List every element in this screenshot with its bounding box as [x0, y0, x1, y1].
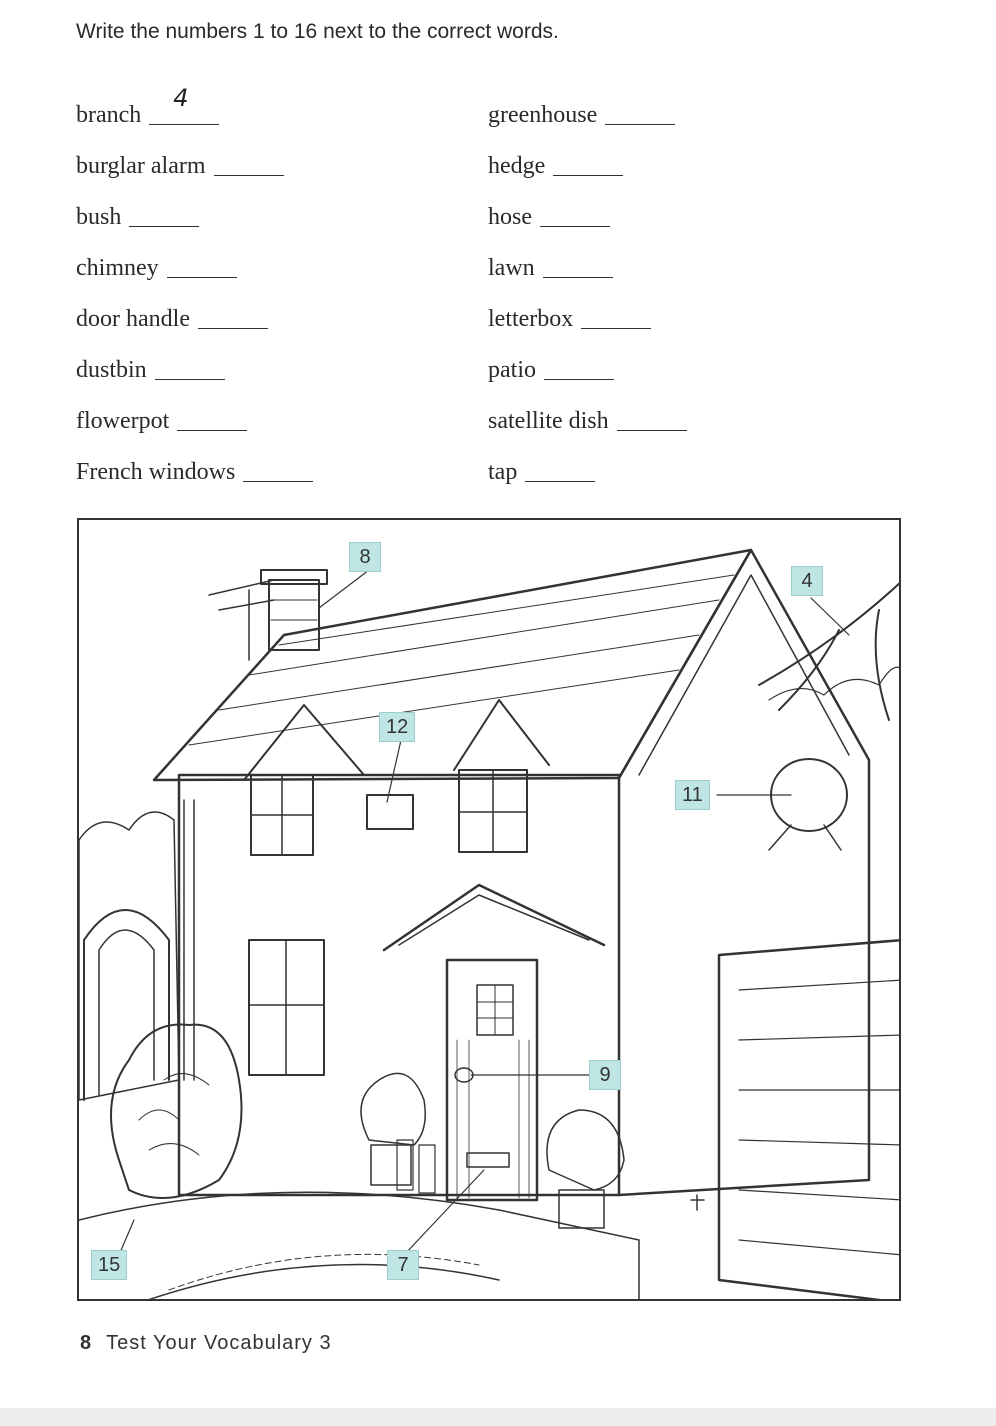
answer-blank[interactable]: [617, 404, 687, 431]
figure-label: 7: [387, 1250, 419, 1280]
word-list-right: [488, 78, 687, 486]
answer-blank[interactable]: [155, 353, 225, 380]
word-label: tap: [488, 459, 518, 485]
answer-blank[interactable]: [543, 251, 613, 278]
word-item: [488, 180, 687, 231]
answer-value: 4: [173, 84, 189, 112]
word-item: [76, 78, 313, 129]
word-item: [76, 231, 313, 282]
page-number: 8: [80, 1332, 93, 1354]
word-label: dustbin: [76, 357, 147, 383]
word-item: [488, 384, 687, 435]
answer-blank[interactable]: [129, 200, 199, 227]
answer-blank[interactable]: [149, 84, 219, 125]
house-drawing: [79, 520, 901, 1301]
answer-blank[interactable]: [198, 302, 268, 329]
word-item: [76, 384, 313, 435]
bottom-scroll-band: [0, 1408, 996, 1426]
figure-label: 12: [379, 712, 415, 742]
word-label: greenhouse: [488, 102, 598, 128]
word-item: [76, 333, 313, 384]
answer-blank[interactable]: [177, 404, 247, 431]
word-item: [488, 282, 687, 333]
word-item: [76, 282, 313, 333]
instruction-text: Write the numbers 1 to 16 next to the correct words.: [76, 20, 559, 43]
answer-blank[interactable]: [605, 98, 675, 125]
word-item: [488, 78, 687, 129]
word-item: [76, 129, 313, 180]
word-item: [76, 180, 313, 231]
word-item: [488, 435, 687, 486]
figure-label: 4: [791, 566, 823, 596]
answer-blank[interactable]: [243, 455, 313, 482]
answer-blank[interactable]: [214, 149, 284, 176]
figure-label: 8: [349, 542, 381, 572]
word-label: chimney: [76, 255, 159, 281]
word-label: bush: [76, 204, 122, 230]
answer-blank[interactable]: [544, 353, 614, 380]
answer-blank[interactable]: [553, 149, 623, 176]
book-title: Test Your Vocabulary 3: [106, 1332, 332, 1354]
word-item: [76, 435, 313, 486]
word-label: hedge: [488, 153, 546, 179]
word-label: lawn: [488, 255, 535, 281]
house-illustration: [77, 518, 901, 1301]
answer-blank[interactable]: [525, 455, 595, 482]
word-item: [488, 129, 687, 180]
word-list-left: [76, 78, 313, 486]
answer-blank[interactable]: [581, 302, 651, 329]
answer-blank[interactable]: [540, 200, 610, 227]
word-item: [488, 231, 687, 282]
word-label: letterbox: [488, 306, 574, 332]
word-label: burglar alarm: [76, 153, 206, 179]
word-label: French windows: [76, 459, 236, 485]
figure-label: 11: [675, 780, 710, 810]
word-label: flowerpot: [76, 408, 170, 434]
word-label: satellite dish: [488, 408, 609, 434]
word-label: branch: [76, 102, 142, 128]
figure-label: 15: [91, 1250, 127, 1280]
answer-blank[interactable]: [167, 251, 237, 278]
word-label: hose: [488, 204, 532, 230]
figure-label: 9: [589, 1060, 621, 1090]
word-label: door handle: [76, 306, 190, 332]
word-item: [488, 333, 687, 384]
word-label: patio: [488, 357, 536, 383]
page-footer: [80, 1332, 332, 1355]
